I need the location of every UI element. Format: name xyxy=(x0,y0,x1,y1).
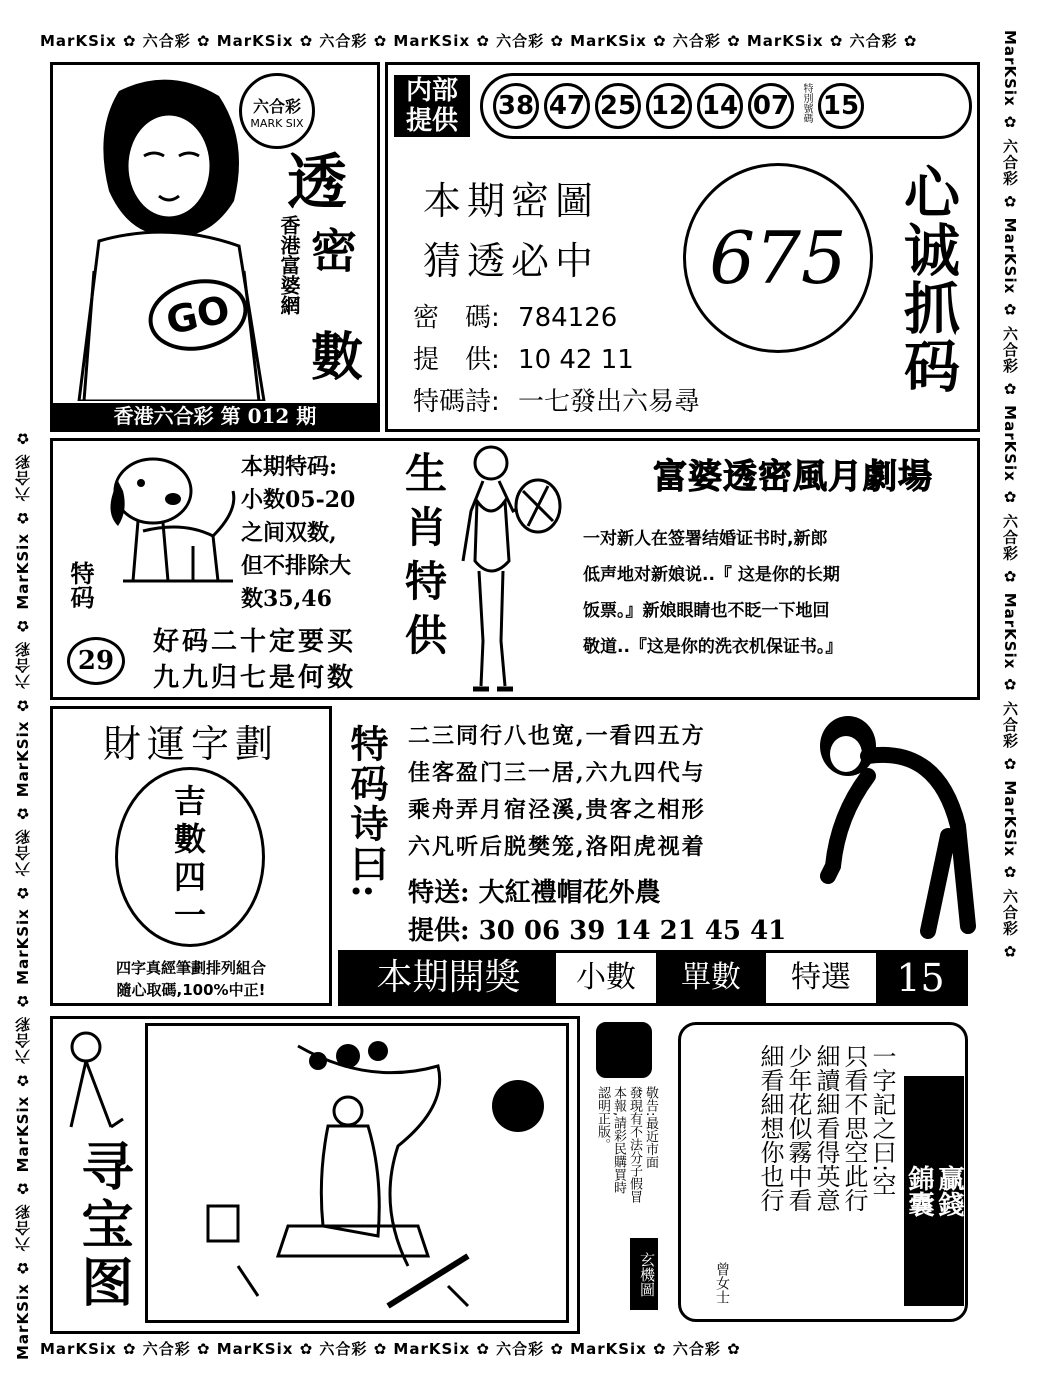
border-left-strip: MarKSix ✿ 六合彩 ✿ MarKSix ✿ 六合彩 ✿ MarKSix ✿ 六合彩 ✿ MarKSix ✿ 六合彩 ✿ MarKSix ✿ 六合彩 ✿ xyxy=(14,428,32,1360)
ball: 47 xyxy=(544,83,590,129)
tips-col: 一字記之曰:空 xyxy=(868,1044,896,1197)
notice-line: 認明正版。 xyxy=(595,1086,610,1151)
provide-row xyxy=(413,339,634,376)
cover-panel xyxy=(50,62,380,432)
provide-label: 提 供: xyxy=(413,345,500,375)
treasure-panel xyxy=(50,1016,580,1334)
border-top-strip: MarKSix ✿ 六合彩 ✿ MarKSix ✿ 六合彩 ✿ MarKSix ✿ 六合彩 ✿ MarKSix ✿ 六合彩 ✿ MarKSix ✿ 六合彩 ✿ xyxy=(40,32,918,50)
special-code-number: 29 xyxy=(67,637,125,685)
treasure-vertical: 寻宝图 xyxy=(72,1139,133,1313)
special-code-line: 之间双数, xyxy=(241,520,337,546)
secret-panel xyxy=(385,62,980,432)
secret-circle: 675 xyxy=(683,163,873,353)
poem-row xyxy=(413,381,700,418)
oval-char: 四 xyxy=(173,858,206,896)
code-row xyxy=(413,297,617,334)
ball: 25 xyxy=(595,83,641,129)
rhyme-2: 九九归七是何数 xyxy=(153,663,357,693)
border-right-strip: MarKSix ✿ 六合彩 ✿ MarKSix ✿ 六合彩 ✿ MarKSix ✿ 六合彩 ✿ MarKSix ✿ 六合彩 ✿ MarKSix ✿ 六合彩 ✿ xyxy=(1001,30,1019,962)
code-value: 784126 xyxy=(518,303,618,333)
poem-panel xyxy=(338,706,980,1006)
fortune-foot-2: 隨心取碼,100%中正! xyxy=(116,981,266,999)
poem-provide-label: 提供: xyxy=(408,916,470,946)
swimsuit-illustration xyxy=(443,441,563,699)
secret-guess: 猜透必中 xyxy=(423,239,600,283)
notice-panel xyxy=(588,1016,668,1334)
key-icon xyxy=(61,1027,131,1137)
special-code-line: 但不排除大 xyxy=(241,553,352,579)
story-line: 敬道..『这是你的洗衣机保证书。』 xyxy=(583,637,843,657)
tips-col: 細看細想你也行 xyxy=(756,1044,784,1212)
secret-heading: 本期密圖 xyxy=(423,179,600,223)
special-code-panel xyxy=(50,438,980,700)
draw-item: 特選 xyxy=(791,960,851,995)
ball: 14 xyxy=(697,83,743,129)
oval-char: 吉 xyxy=(173,782,206,820)
provide-value: 10 42 11 xyxy=(518,345,634,375)
notice-line: 發現有不法分子假冒 xyxy=(627,1086,642,1203)
tips-col: 只看不思空此行 xyxy=(840,1044,868,1212)
draw-number: 15 xyxy=(876,953,965,1003)
border-bottom-strip: MarKSix ✿ 六合彩 ✿ MarKSix ✿ 六合彩 ✿ MarKSix ✿ 六合彩 ✿ MarKSix ✿ 六合彩 ✿ xyxy=(40,1340,741,1358)
zodiac-vertical: 生肖特供 xyxy=(399,451,448,667)
cover-title-1: 透 xyxy=(287,148,347,218)
tips-col: 細讀細看得英意 xyxy=(812,1044,840,1212)
tips-title-2: 錦囊 xyxy=(904,1165,934,1217)
special-code-label: 特码 xyxy=(66,561,95,609)
theater-title: 富婆透密風月劇場 xyxy=(653,457,933,497)
inside-label: 内部提供 xyxy=(394,75,470,137)
ball: 07 xyxy=(748,83,794,129)
logo-top-text: 六合彩 xyxy=(252,97,301,116)
code-label: 密 碼: xyxy=(413,303,500,333)
oval-char: 一 xyxy=(173,896,206,934)
notice-line: 本報,請彩民購買時 xyxy=(611,1086,626,1195)
special-code-line: 数35,46 xyxy=(241,586,332,612)
tips-title-1: 贏錢 xyxy=(934,1165,964,1217)
poem-line: 二三同行八也宽,一看四五方 xyxy=(408,723,706,749)
poem-provide-value: 30 06 39 14 21 45 41 xyxy=(478,916,787,946)
special-ball: 15 xyxy=(818,83,864,129)
notice-line: 敬告:最近市面 xyxy=(643,1086,658,1169)
dog-illustration xyxy=(93,451,243,591)
ball: 38 xyxy=(493,83,539,129)
mystery-label: 玄機圖 xyxy=(630,1238,658,1310)
cover-title-3: 數 xyxy=(311,327,364,388)
fortune-oval xyxy=(115,767,265,947)
story-line: 饭票。』新娘眼睛也不眨一下地回 xyxy=(583,601,830,621)
tips-col: 少年花似霧中看 xyxy=(784,1044,812,1212)
poem-label: 特码诗曰: xyxy=(344,724,389,901)
tips-signature: 曾女士 xyxy=(714,1262,730,1304)
tips-cols xyxy=(756,1044,896,1264)
pot-icon xyxy=(596,1022,652,1078)
draw-bar xyxy=(338,950,968,1006)
issue-caption: 香港六合彩 第 012 期 xyxy=(53,403,377,429)
tips-title xyxy=(904,1076,964,1306)
gift-row xyxy=(408,872,661,909)
tips-panel xyxy=(672,1016,980,1334)
fortune-title: 財運字劃 xyxy=(102,722,279,766)
theater-story xyxy=(583,521,973,665)
draw-label: 本期開獎 xyxy=(341,953,556,1003)
poem-line: 佳客盈门三一居,六九四代与 xyxy=(408,760,706,786)
oval-char: 數 xyxy=(173,820,206,858)
special-code-line: 本期特码: xyxy=(241,454,338,480)
ball: 12 xyxy=(646,83,692,129)
poem-line: 乘舟弄月宿泾溪,贵客之相形 xyxy=(408,797,706,823)
special-label: 特別號碼 xyxy=(801,83,812,123)
gift-label: 特送: xyxy=(408,878,470,908)
poem-value: 一七發出六易尋 xyxy=(518,387,701,417)
rhyme-1: 好码二十定要买 xyxy=(153,627,357,657)
gift-value: 大紅禮帽花外農 xyxy=(478,878,661,908)
logo-bottom-text: MARK SIX xyxy=(250,117,304,130)
draw-item: 小數 xyxy=(576,960,636,995)
special-code-line: 小数05-20 xyxy=(241,487,356,513)
treasure-picture-frame xyxy=(145,1023,569,1323)
slogan: 心诚抓码 xyxy=(895,163,961,395)
treasure-illustration xyxy=(148,1026,566,1320)
story-line: 一对新人在签署结婚证书时,新郎 xyxy=(583,529,828,549)
draw-item: 單數 xyxy=(656,953,766,1003)
ball-row xyxy=(480,73,972,139)
poem-label: 特碼詩: xyxy=(413,387,500,417)
monkey-illustration xyxy=(808,706,978,944)
fortune-foot-1: 四字真經筆劃排列組合 xyxy=(115,959,266,977)
cover-site: 香港富婆網 xyxy=(277,215,301,315)
fortune-panel xyxy=(50,706,332,1006)
poem-lines xyxy=(408,718,828,866)
poem-provide-row xyxy=(408,910,786,947)
go-badge: GO xyxy=(142,270,254,359)
story-line: 低声地对新娘说..『 这是你的长期 xyxy=(583,565,840,585)
cover-title-2: 密 xyxy=(311,224,357,278)
poem-line: 六凡听后脱樊笼,洛阳虎视着 xyxy=(408,834,706,860)
